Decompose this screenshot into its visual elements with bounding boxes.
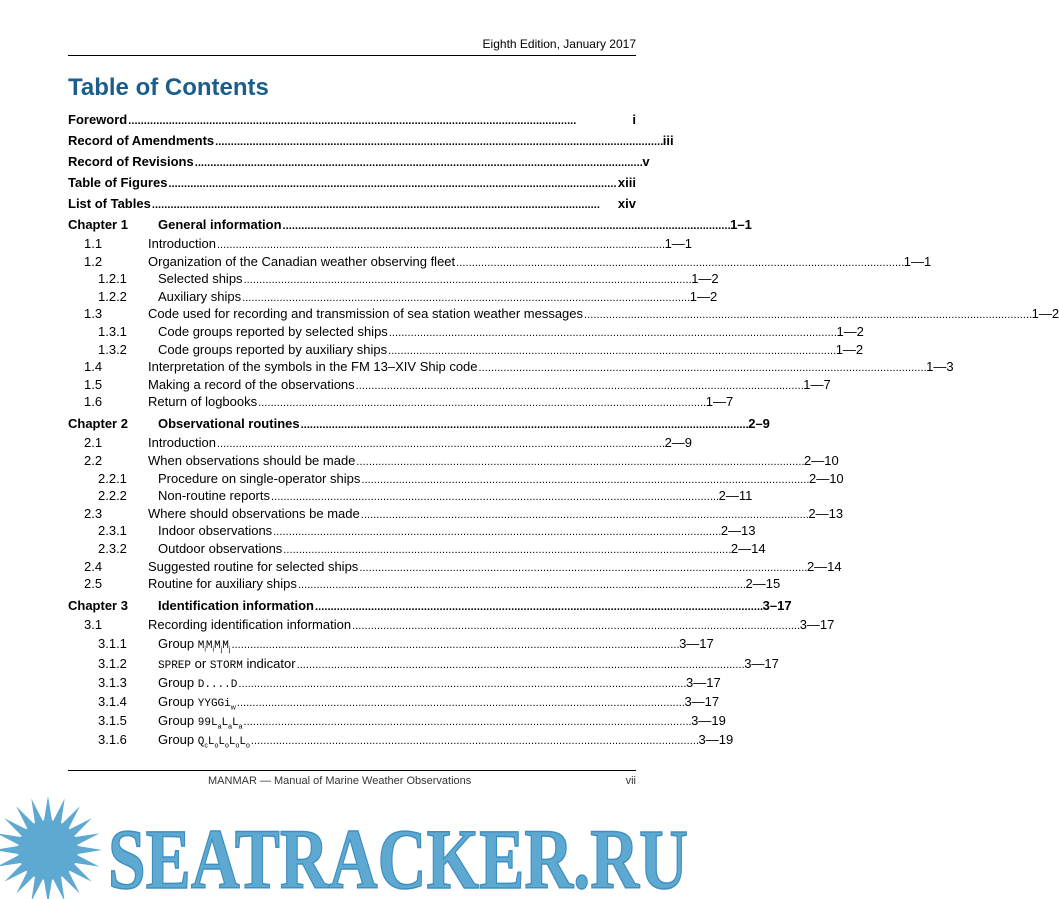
- leader-dots: [359, 559, 806, 574]
- sun-ray-icon: [0, 853, 27, 872]
- title-segment: or: [191, 655, 210, 671]
- entry-title: [158, 713, 243, 731]
- footer-page-number: vii: [625, 775, 636, 787]
- title-segment: Non-routine reports: [158, 488, 270, 504]
- entry-title: [148, 435, 216, 450]
- entry-number: 1.1: [84, 236, 103, 251]
- entry-page: 2—13: [720, 523, 756, 539]
- entry-page: 3–17: [762, 598, 792, 614]
- toc-entry[interactable]: [68, 376, 831, 395]
- sun-ray-icon: [72, 845, 102, 855]
- entry-number: 1.2.1: [98, 271, 127, 287]
- subscript: j: [220, 646, 223, 654]
- entry-number: 2.3.1: [98, 523, 127, 539]
- leader-dots: [283, 541, 730, 556]
- leader-dots: [237, 694, 684, 709]
- entry-page: 1—2: [1031, 306, 1059, 322]
- title-segment: Indoor observations: [158, 523, 273, 539]
- title-segment: 99L: [197, 717, 218, 730]
- subscript: a: [228, 723, 232, 731]
- sun-ray-icon: [51, 797, 70, 829]
- leader-dots: [273, 523, 720, 538]
- subscript: o: [246, 742, 250, 750]
- leader-dots: [152, 196, 617, 211]
- leader-dots: [584, 306, 1031, 321]
- sun-ray-icon: [69, 829, 101, 848]
- sun-ray-icon: [58, 803, 84, 833]
- toc-entry[interactable]: [68, 175, 636, 193]
- entry-title: [158, 324, 388, 339]
- entry-page: 3—17: [679, 636, 714, 652]
- entry-page: 2—13: [808, 505, 844, 521]
- title-segment: Introduction: [148, 236, 216, 251]
- entry-page: 2—10: [808, 470, 844, 486]
- page-title: Table of Contents: [68, 74, 269, 101]
- toc-entry[interactable]: [68, 236, 693, 254]
- title-segment: Return of logbooks: [148, 394, 258, 410]
- sun-ray-icon: [1, 860, 31, 886]
- entry-number: 2.3: [84, 505, 103, 521]
- entry-page: 1—1: [664, 236, 693, 251]
- title-segment: Recording identification information: [148, 617, 352, 633]
- entry-title: [148, 236, 216, 251]
- entry-number: 2.3.2: [98, 541, 127, 556]
- title-segment: Routine for auxiliary ships: [148, 576, 297, 592]
- sun-logo-icon: [0, 796, 102, 899]
- toc-entry[interactable]: [68, 523, 756, 541]
- toc-entry[interactable]: [68, 655, 779, 674]
- title-segment: General information: [158, 217, 282, 232]
- leader-dots: [479, 359, 926, 374]
- entry-number: 1.2: [84, 253, 103, 269]
- title-segment: M: [197, 640, 205, 653]
- title-segment: L: [239, 736, 247, 749]
- title-segment: L: [218, 736, 225, 749]
- title-segment: Record of Revisions: [68, 154, 194, 169]
- toc-entry[interactable]: [68, 732, 734, 750]
- toc-entry[interactable]: [68, 488, 753, 506]
- entry-page: 1—1: [903, 253, 932, 269]
- sun-ray-icon: [51, 871, 70, 899]
- title-segment: Group: [158, 674, 198, 690]
- entry-number: 2.1: [84, 435, 103, 451]
- entry-page: xiii: [617, 175, 636, 190]
- sun-ray-icon: [64, 860, 94, 886]
- title-segment: Where should observations be made: [148, 505, 360, 521]
- toc-entry[interactable]: [68, 154, 650, 172]
- title-segment: STORM: [209, 659, 243, 672]
- entry-title: [68, 112, 127, 127]
- entry-number: 1.2.2: [98, 288, 127, 304]
- title-segment: L: [231, 717, 239, 730]
- toc-entry[interactable]: [68, 306, 1059, 324]
- leader-dots: [271, 488, 718, 503]
- entry-number: Chapter 3: [68, 598, 128, 614]
- entry-page: 1—7: [705, 394, 734, 410]
- title-segment: Group: [158, 713, 198, 729]
- toc-entry[interactable]: [68, 359, 954, 377]
- entry-number: 1.6: [84, 394, 103, 410]
- title-segment: YYGGi: [197, 698, 231, 710]
- title-segment: Group: [158, 636, 198, 652]
- entry-page: 1—7: [803, 376, 831, 392]
- leader-dots: [361, 506, 808, 521]
- title-segment: indicator: [242, 655, 296, 671]
- entry-title: [158, 523, 272, 538]
- entry-number: 3.1.6: [98, 732, 127, 748]
- leader-dots: [168, 175, 616, 190]
- toc-entry[interactable]: [68, 598, 792, 616]
- title-segment: Record of Amendments: [68, 133, 215, 148]
- title-segment: Foreword: [68, 112, 128, 127]
- sun-ray-icon: [58, 866, 84, 896]
- entry-title: [158, 289, 241, 304]
- entry-title: [148, 617, 351, 632]
- entry-number: 2.2: [84, 453, 103, 468]
- sun-ray-icon: [27, 797, 46, 829]
- entry-page: v: [642, 154, 650, 169]
- toc-entry[interactable]: [68, 288, 718, 307]
- entry-number: 1.3.2: [98, 341, 127, 357]
- entry-page: 3—17: [744, 655, 779, 671]
- entry-number: 3.1.4: [98, 694, 127, 709]
- entry-title: [158, 342, 387, 357]
- entry-number: 3.1.5: [98, 713, 127, 729]
- entry-page: 3—19: [698, 732, 734, 748]
- entry-page: 1—2: [836, 324, 864, 339]
- toc-entry[interactable]: [68, 196, 636, 214]
- leader-dots: [238, 675, 685, 690]
- entry-title: [148, 394, 257, 409]
- entry-title: [158, 271, 243, 286]
- leader-dots: [356, 453, 803, 468]
- sun-ray-icon: [12, 866, 38, 896]
- entry-number: 2.5: [84, 576, 103, 592]
- leader-dots: [244, 713, 691, 728]
- sun-ray-icon: [0, 845, 24, 855]
- subscript: i: [212, 646, 215, 654]
- toc-entry[interactable]: [68, 576, 781, 594]
- entry-page: 1–1: [730, 217, 752, 232]
- entry-page: 3—19: [691, 713, 726, 729]
- entry-page: 2–9: [748, 416, 770, 432]
- entry-number: 3.1.1: [98, 636, 127, 652]
- toc-entry[interactable]: [68, 217, 752, 235]
- entry-page: 2—15: [745, 576, 781, 592]
- sun-ray-icon: [27, 871, 46, 899]
- toc-entry[interactable]: [68, 636, 714, 654]
- toc-entry[interactable]: [68, 112, 636, 130]
- leader-dots: [361, 471, 808, 486]
- entry-page: i: [632, 112, 636, 127]
- footer-manual-title: MANMAR — Manual of Marine Weather Observations: [208, 775, 472, 787]
- entry-page: 1—2: [691, 271, 719, 287]
- entry-title: [158, 656, 296, 672]
- leader-dots: [389, 324, 836, 339]
- title-segment: M: [205, 640, 213, 653]
- entry-title: [148, 453, 355, 468]
- leader-dots: [244, 271, 691, 286]
- title-segment: Code groups reported by auxiliary ships: [158, 341, 388, 357]
- title-segment: M: [214, 640, 221, 653]
- subscript: o: [235, 742, 240, 750]
- toc-entry[interactable]: [68, 394, 734, 412]
- leader-dots: [283, 217, 730, 232]
- entry-title: [68, 196, 151, 211]
- footer-divider: [68, 770, 636, 771]
- title-segment: SPREP: [158, 659, 192, 672]
- title-segment: Organization of the Canadian weather observing fleet: [148, 253, 456, 269]
- toc-entry[interactable]: [68, 416, 770, 434]
- leader-dots: [301, 416, 748, 431]
- toc-entry[interactable]: [68, 541, 766, 559]
- entry-title: [158, 694, 236, 712]
- entry-title: [158, 636, 230, 654]
- title-segment: L: [207, 736, 215, 749]
- toc-entry[interactable]: [68, 694, 720, 712]
- sun-ray-icon: [12, 803, 38, 833]
- title-segment: D....D: [197, 678, 238, 691]
- title-segment: Code used for recording and transmission of sea station weather messages: [148, 306, 584, 322]
- title-segment: Code groups reported by selected ships: [158, 324, 388, 339]
- title-segment: Q: [197, 736, 205, 749]
- svg-text:SEATRACKER.RU: SEATRACKER.RU: [108, 811, 688, 899]
- leader-dots: [128, 112, 631, 127]
- entry-page: 2—14: [806, 558, 842, 574]
- sun-ray-icon: [64, 814, 94, 840]
- entry-page: 2—11: [718, 488, 753, 504]
- entry-title: [148, 359, 478, 374]
- entry-title: [158, 471, 360, 486]
- leader-dots: [388, 342, 835, 357]
- title-segment: Introduction: [148, 435, 216, 451]
- leader-dots: [456, 254, 903, 269]
- leader-dots: [195, 154, 642, 169]
- entry-title: [158, 217, 282, 232]
- entry-page: 3—17: [685, 674, 721, 690]
- leader-dots: [215, 133, 662, 148]
- title-segment: Observational routines: [158, 416, 300, 432]
- sun-ray-icon: [1, 814, 31, 840]
- leader-dots: [258, 394, 705, 409]
- entry-number: 3.1.3: [98, 674, 127, 690]
- leader-dots: [251, 732, 698, 747]
- toc-entry[interactable]: [68, 505, 844, 524]
- title-segment: Suggested routine for selected ships: [148, 558, 359, 574]
- title-segment: Interpretation of the symbols in the FM 13–XIV Ship code: [148, 359, 478, 375]
- subscript: o: [214, 742, 219, 750]
- entry-page: 1—2: [689, 288, 718, 304]
- entry-title: [148, 559, 358, 574]
- toc-entry[interactable]: [68, 435, 693, 453]
- entry-number: 2.2.2: [98, 488, 127, 504]
- sun-ray-icon: [69, 853, 101, 872]
- entry-number: 3.1.2: [98, 655, 127, 671]
- entry-page: 2—10: [804, 453, 839, 468]
- leader-dots: [231, 636, 678, 651]
- entry-number: 1.3: [84, 306, 103, 322]
- entry-title: [148, 377, 355, 392]
- subscript: c: [204, 742, 208, 750]
- sun-ray-icon: [43, 874, 53, 899]
- toc-entry[interactable]: [68, 453, 839, 471]
- title-segment: L: [228, 736, 236, 749]
- entry-title: [158, 541, 282, 556]
- entry-title: [158, 488, 270, 503]
- entry-title: [68, 154, 194, 169]
- subscript: a: [238, 723, 243, 731]
- edition-header: Eighth Edition, January 2017: [482, 37, 636, 51]
- entry-title: [158, 675, 237, 691]
- entry-title: [158, 732, 250, 750]
- entry-number: 2.2.1: [98, 470, 127, 486]
- leader-dots: [217, 435, 664, 450]
- title-segment: Group: [158, 694, 198, 709]
- toc-entry[interactable]: [68, 133, 674, 151]
- toc-entry[interactable]: [68, 617, 835, 635]
- entry-page: 2—14: [730, 541, 766, 556]
- title-segment: Making a record of the observations: [148, 376, 355, 392]
- subscript: a: [217, 723, 222, 731]
- seatracker-watermark: [0, 792, 696, 899]
- leader-dots: [242, 289, 689, 304]
- header-divider: [68, 55, 636, 56]
- toc-entry[interactable]: [68, 470, 844, 489]
- entry-number: 2.4: [84, 558, 103, 574]
- title-segment: Table of Figures: [68, 175, 168, 190]
- leader-dots: [315, 598, 762, 613]
- title-segment: M: [222, 640, 229, 653]
- entry-page: 1—2: [835, 341, 864, 357]
- entry-number: 1.4: [84, 359, 103, 375]
- entry-page: iii: [662, 133, 674, 148]
- toc-entry[interactable]: [68, 324, 864, 342]
- toc-entry[interactable]: [68, 713, 726, 731]
- leader-dots: [352, 617, 799, 632]
- leader-dots: [297, 656, 744, 671]
- entry-title: [158, 598, 314, 613]
- title-segment: List of Tables: [68, 196, 151, 211]
- title-segment: Auxiliary ships: [158, 288, 242, 304]
- toc-entry[interactable]: [68, 271, 719, 289]
- entry-number: 3.1: [84, 617, 103, 633]
- entry-title: [148, 306, 583, 321]
- title-segment: When observations should be made: [148, 453, 356, 468]
- toc-entry[interactable]: [68, 341, 864, 360]
- leader-dots: [217, 236, 664, 251]
- title-segment: Procedure on single-operator ships: [158, 470, 361, 486]
- title-segment: L: [221, 717, 229, 730]
- entry-number: Chapter 2: [68, 416, 128, 432]
- sun-ray-icon: [0, 829, 27, 848]
- entry-page: xiv: [617, 196, 636, 211]
- entry-page: 3—17: [799, 617, 835, 633]
- subscript: o: [224, 742, 229, 750]
- entry-title: [68, 175, 167, 190]
- subscript: w: [230, 704, 236, 712]
- sun-ray-icon: [43, 796, 53, 826]
- title-segment: Identification information: [158, 598, 314, 614]
- entry-title: [148, 576, 297, 591]
- toc-entry[interactable]: [68, 674, 721, 693]
- toc-entry[interactable]: [68, 253, 932, 272]
- toc-entry[interactable]: [68, 558, 842, 577]
- entry-number: 1.5: [84, 376, 103, 392]
- title-segment: Group: [158, 732, 198, 748]
- entry-title: [158, 416, 300, 431]
- entry-number: Chapter 1: [68, 217, 128, 232]
- entry-title: [68, 133, 214, 148]
- leader-dots: [298, 576, 745, 591]
- entry-title: [148, 506, 360, 521]
- leader-dots: [356, 377, 803, 392]
- entry-page: 3—17: [684, 694, 720, 709]
- entry-page: 1—3: [926, 359, 954, 375]
- title-segment: Outdoor observations: [158, 541, 283, 556]
- subscript: i: [204, 646, 206, 654]
- entry-number: 1.3.1: [98, 324, 127, 339]
- entry-page: 2—9: [664, 435, 693, 451]
- entry-title: [148, 254, 455, 269]
- subscript: j: [228, 646, 231, 654]
- title-segment: Selected ships: [158, 271, 243, 287]
